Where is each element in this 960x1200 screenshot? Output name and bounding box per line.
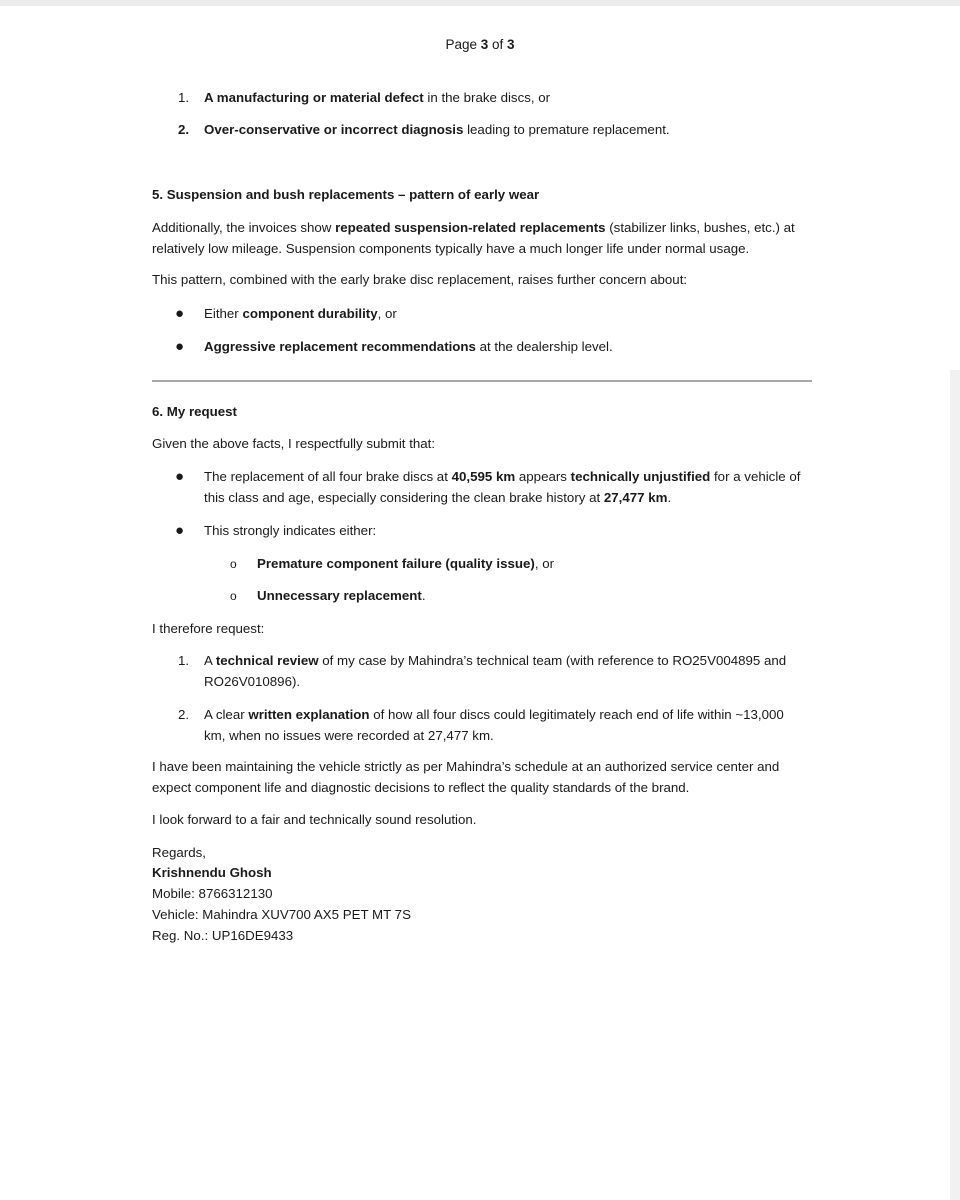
list-number: 2. xyxy=(178,707,190,722)
therefore-text: I therefore request: xyxy=(152,621,265,636)
section-5-paragraph: Additionally, the invoices show repeated suspension-related replacements (stabilizer links, bushes, etc.) at relatively low mileage. Suspension components typically have a much longer life under normal usage. xyxy=(152,220,795,256)
page-number: Page 3 of 3 xyxy=(445,37,515,52)
horizontal-divider xyxy=(152,380,812,382)
bullet-dot: ● xyxy=(175,522,185,539)
bullet-dot: ● xyxy=(175,468,185,485)
request-item: A technical review of my case by Mahindra’s technical team (with reference to RO25V004895 and RO26V010896). xyxy=(204,653,787,689)
scrollbar-track[interactable] xyxy=(950,370,960,1200)
list-item: A manufacturing or material defect in the brake discs, or xyxy=(204,90,551,105)
regards-text: Regards, xyxy=(152,845,206,860)
top-band xyxy=(0,0,960,6)
list-number: 1. xyxy=(178,653,190,668)
list-item: Over-conservative or incorrect diagnosis leading to premature replacement. xyxy=(204,122,670,137)
signer-vehicle: Vehicle: Mahindra XUV700 AX5 PET MT 7S xyxy=(152,907,411,922)
maintenance-paragraph: I have been maintaining the vehicle strictly as per Mahindra’s schedule at an authorized service center and expect component life and diagnostic decisions to reflect the quality standards of the brand. xyxy=(152,759,780,795)
signer-reg-no: Reg. No.: UP16DE9433 xyxy=(152,928,294,943)
sub-bullet-marker: o xyxy=(230,557,237,571)
bullet-item: Either component durability, or xyxy=(204,306,397,321)
sub-bullet-marker: o xyxy=(230,589,237,603)
bullet-dot: ● xyxy=(175,305,185,322)
section-5-heading: 5. Suspension and bush replacements – pattern of early wear xyxy=(152,187,540,202)
bullet-item: The replacement of all four brake discs at 40,595 km appears technically unjustified for a vehicle of this class and age, especially considering the clean brake history at 27,477 km. xyxy=(204,469,801,505)
closing-paragraph: I look forward to a fair and technically sound resolution. xyxy=(152,812,477,827)
section-5-paragraph: This pattern, combined with the early brake disc replacement, raises further concern about: xyxy=(152,272,688,287)
bullet-item: This strongly indicates either: xyxy=(204,523,377,538)
list-number: 1. xyxy=(178,90,190,105)
section-6-heading: 6. My request xyxy=(152,404,237,419)
signer-mobile: Mobile: 8766312130 xyxy=(152,886,273,901)
list-number: 2. xyxy=(178,122,190,137)
sub-bullet-item: Unnecessary replacement. xyxy=(257,588,426,603)
section-6-intro: Given the above facts, I respectfully submit that: xyxy=(152,436,436,451)
signer-name: Krishnendu Ghosh xyxy=(152,865,272,880)
request-item: A clear written explanation of how all four discs could legitimately reach end of life within ~13,000 km, when no issues were recorded at 27,477 km. xyxy=(204,707,784,743)
sub-bullet-item: Premature component failure (quality issue), or xyxy=(257,556,555,571)
bullet-dot: ● xyxy=(175,338,185,355)
bullet-item: Aggressive replacement recommendations at the dealership level. xyxy=(204,339,613,354)
